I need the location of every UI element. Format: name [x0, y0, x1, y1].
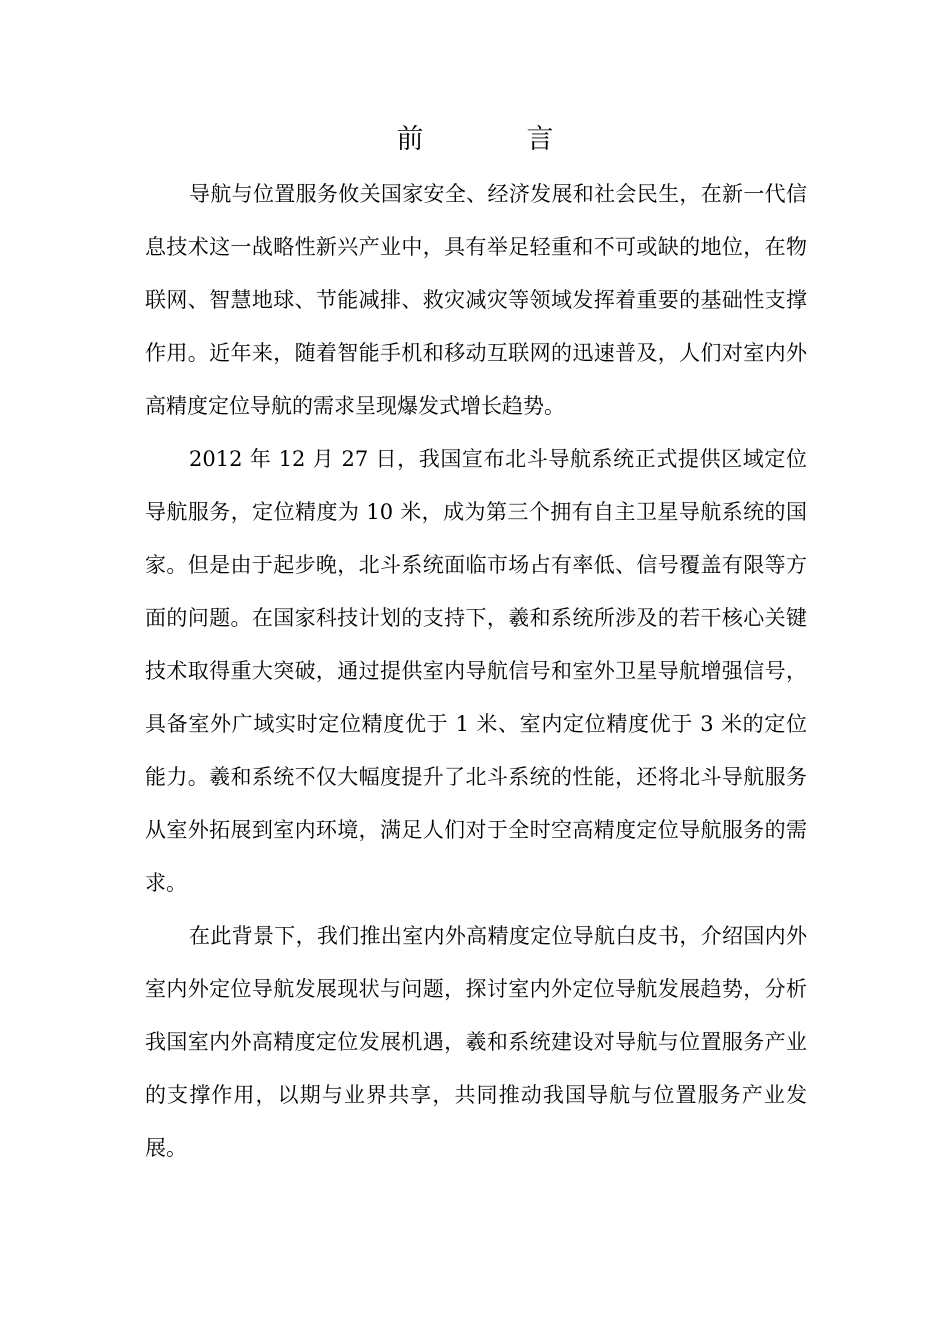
page-title: 前 言 — [396, 124, 592, 155]
paragraph-whitepaper: 在此背景下，我们推出室内外高精度定位导航白皮书，介绍国内外室内外定位导航发展现状与问题，探讨室内外定位导航发展趋势，分析我国室内外高精度定位发展机遇，羲和系统建设对导航与位置服务产业的支撑作用，以期与业界共享，共同推动我国导航与位置服务产业发展。 — [145, 924, 807, 1160]
body-text — [145, 168, 807, 1175]
paragraph-intro: 导航与位置服务攸关国家安全、经济发展和社会民生，在新一代信息技术这一战略性新兴产业中，具有举足轻重和不可或缺的地位，在物联网、智慧地球、节能减排、救灾减灾等领域发挥着重要的基础性支撑作用。近年来，随着智能手机和移动互联网的迅速普及，人们对室内外高精度定位导航的需求呈现爆发式增长趋势。 — [145, 182, 807, 418]
paragraph-beidou: 2012 年 12 月 27 日，我国宣布北斗导航系统正式提供区域定位导航服务，定位精度为 10 米，成为第三个拥有自主卫星导航系统的国家。但是由于起步晚，北斗系统面临市场占有率低、信号覆盖有限等方面的问题。在国家科技计划的支持下，羲和系统所涉及的若干核心关键技术取得重大突破，通过提供室内导航信号和室外卫星导航增强信号，具备室外广域实时定位精度优于 1 米、室内定位精度优于 3 米的定位能力。羲和系统不仅大幅度提升了北斗系统的性能，还将北斗导航服务从室外拓展到室内环境，满足人们对于全时空高精度定位导航服务的需求。 — [145, 447, 807, 895]
